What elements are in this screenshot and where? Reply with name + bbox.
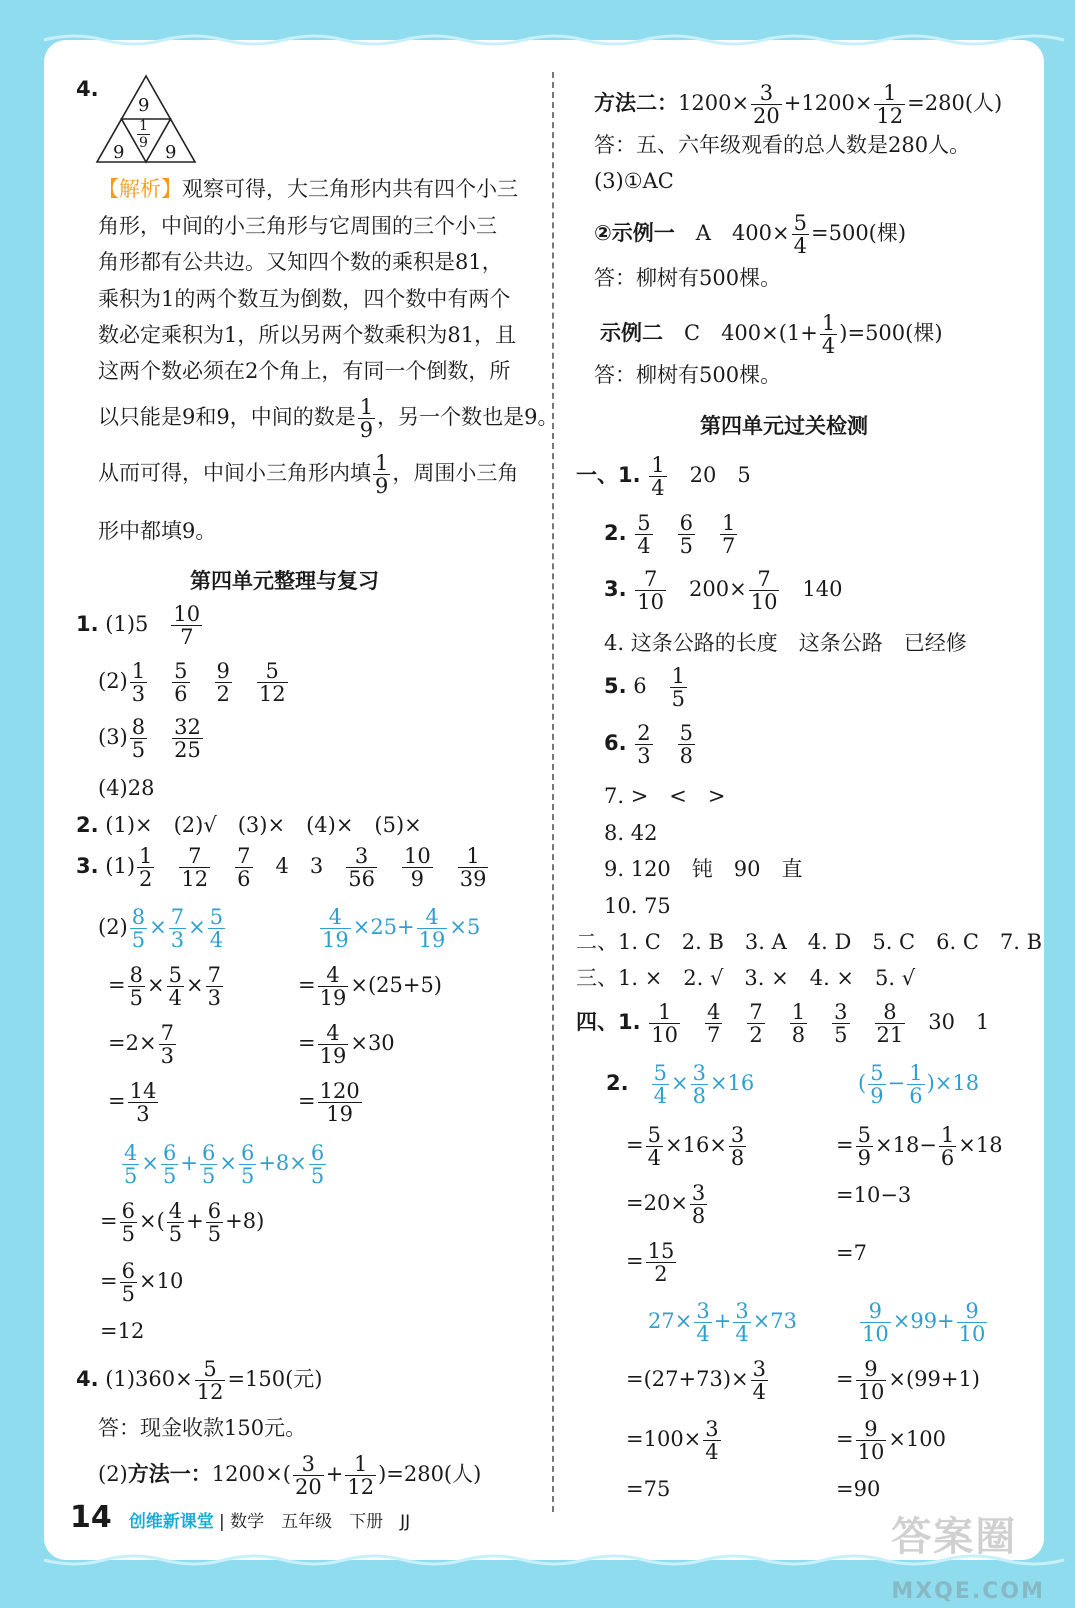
column-divider <box>552 72 554 1512</box>
test-part2: 二、1. C 2. B 3. A 4. D 5. C 6. C 7. B <box>576 930 1043 954</box>
test-step-a1: = $\frac{5}{4}$ ×16× $\frac{3}{8}$ <box>626 1123 745 1170</box>
triangle-center-fraction: 1 9 <box>139 118 148 151</box>
review-q2: 2. (1)× (2)√ (3)× (4)× (5)× <box>76 813 422 837</box>
review-step-a2: =2× $\frac{7}{3}$ <box>108 1021 174 1068</box>
test-q1-1: 一、1. $\frac{1}{4}$ 20 5 <box>576 453 751 500</box>
review-step-b1: = $\frac{4}{19}$ ×(25+5) <box>298 963 443 1010</box>
test-step-a3: = $\frac{15}{2}$ <box>626 1239 675 1286</box>
test-step-d1: = $\frac{9}{10}$ ×(99+1) <box>836 1357 981 1404</box>
review-step-c3: =12 <box>100 1319 145 1343</box>
test-expr-d: $\frac{9}{10}$ ×99+ $\frac{9}{10}$ <box>862 1299 986 1346</box>
analysis-line-7: 以只能是9和9，中间的数是 $\frac{1}{9}$ ，另一个数也是9。 <box>98 395 559 442</box>
review-q1-3: (3) $\frac{8}{5}$ $\frac{32}{25}$ <box>98 715 201 762</box>
brand-name: 创维新课堂 <box>128 1512 214 1532</box>
review-q1-2: (2) $\frac{1}{3}$ $\frac{5}{6}$ $\frac{9}{2}$ $\frac{5}{12}$ <box>98 659 286 706</box>
test-step-c3: =75 <box>626 1477 671 1501</box>
review-q4-2-method1: (2)方法一：1200×( $\frac{3}{20}$ + $\frac{1}{12}$ )=280(人) <box>98 1452 482 1499</box>
test-q1-2: 2. $\frac{5}{4}$ $\frac{6}{5}$ $\frac{1}{7}$ <box>604 511 736 558</box>
test-step-c1: =(27+73)× $\frac{3}{4}$ <box>626 1357 766 1404</box>
review-q4-1: 4. (1)360× $\frac{5}{12}$ =150(元) <box>76 1357 323 1404</box>
test-q1-3: 3. $\frac{7}{10}$ 200× $\frac{7}{10}$ 140 <box>604 567 843 614</box>
method2-line: 方法二：1200× $\frac{3}{20}$ +1200× $\frac{1}{12}$ =280(人) <box>594 81 1003 128</box>
review-step-c2: = $\frac{6}{5}$ ×10 <box>100 1259 184 1306</box>
review-step-a3: = $\frac{14}{3}$ <box>108 1079 157 1126</box>
test-step-a2: =20× $\frac{3}{8}$ <box>626 1181 706 1228</box>
test-step-c2: =100× $\frac{3}{4}$ <box>626 1417 719 1464</box>
analysis-line-3: 角形都有公共边。又知四个数的乘积是81， <box>98 250 503 274</box>
test-q1-10: 10. 75 <box>604 894 671 918</box>
test-expr-c: 27× $\frac{3}{4}$ + $\frac{3}{4}$ ×73 <box>648 1299 798 1346</box>
analysis-tag: 【解析】 <box>98 177 182 201</box>
review-q1-1: 1. (1)5 $\frac{10}{7}$ <box>76 602 201 649</box>
review-q1-4: (4)28 <box>98 776 155 800</box>
triangle-top-value: 9 <box>138 95 150 116</box>
footer-subject: | 数学 五年级 下册 JJ <box>218 1512 411 1532</box>
analysis-line-5: 数必定乘积为1，所以另两个数乘积为81，且 <box>98 323 517 347</box>
answer-people: 答：五、六年级观看的总人数是280人。 <box>594 133 971 157</box>
q3-1-line: (3)①AC <box>594 169 674 193</box>
triangle-right-value: 9 <box>165 142 177 163</box>
test-step-b2: =10−3 <box>836 1183 912 1207</box>
test-q1-4: 4. 这条公路的长度 这条公路 已经修 <box>604 631 967 655</box>
question-4-label: 4. <box>76 77 99 101</box>
test-q1-5: 5. 6 $\frac{1}{5}$ <box>604 664 686 711</box>
answer-willow-1: 答：柳树有500棵。 <box>594 266 782 290</box>
analysis-line-6: 这两个数必须在2个角上，有同一个倒数，所 <box>98 359 511 383</box>
test-step-b3: =7 <box>836 1241 867 1265</box>
example2-line: 示例二 C 400×(1+ $\frac{1}{4}$ )=500(棵) <box>600 311 943 358</box>
example1-line: ②示例一 A 400× $\frac{5}{4}$ =500(棵) <box>594 211 907 258</box>
section-title-test: 第四单元过关检测 <box>700 414 868 438</box>
triangle-left-value: 9 <box>113 142 125 163</box>
review-q3-1: 3. (1) $\frac{1}{2}$ $\frac{7}{12}$ $\frac{7}{6}$ 4 3 $\frac{3}{56}$ $\frac{10}{9}$ $\frac{1}{39}$ <box>76 844 487 891</box>
review-step-b2: = $\frac{4}{19}$ ×30 <box>298 1021 395 1068</box>
review-step-a1: = $\frac{8}{5}$ × $\frac{5}{4}$ × $\frac{7}{3}$ <box>108 963 221 1010</box>
review-q3-2-expr-b: $\frac{4}{19}$ ×25+ $\frac{4}{19}$ ×5 <box>322 905 481 952</box>
test-part4-2-expr-b: ( $\frac{5}{9}$ − $\frac{1}{6}$ )×18 <box>858 1061 980 1108</box>
test-step-d3: =90 <box>836 1477 881 1501</box>
test-step-b1: = $\frac{5}{9}$ ×18− $\frac{1}{6}$ ×18 <box>836 1123 1003 1170</box>
review-step-c1: = $\frac{6}{5}$ ×( $\frac{4}{5}$ + $\frac{6}{5}$ +8) <box>100 1199 265 1246</box>
review-expr-c: $\frac{4}{5}$ × $\frac{6}{5}$ + $\frac{6}{5}$ × $\frac{6}{5}$ +8× $\frac{6}{5}$ <box>124 1141 325 1188</box>
test-step-d2: = $\frac{9}{10}$ ×100 <box>836 1417 947 1464</box>
review-q3-2-expr-a: (2) $\frac{8}{5}$ × $\frac{7}{3}$ × $\frac{5}{4}$ <box>98 905 224 952</box>
answer-willow-2: 答：柳树有500棵。 <box>594 363 782 387</box>
test-q1-9: 9. 120 钝 90 直 <box>604 857 803 881</box>
watermark-logo: 答案圈 MXQE.COM <box>891 1514 1045 1604</box>
analysis-line-4: 乘积为1的两个数互为倒数，四个数中有两个 <box>98 287 511 311</box>
analysis-line-2: 角形，中间的小三角形与它周围的三个小三 <box>98 214 497 238</box>
page-number: 14 <box>70 1500 112 1535</box>
analysis-line-9: 形中都填9。 <box>98 519 217 543</box>
test-part4-2-expr-a: 2. $\frac{5}{4}$ × $\frac{3}{8}$ ×16 <box>606 1061 755 1108</box>
test-part4-1: 四、1. $\frac{1}{10}$ $\frac{4}{7}$ $\frac{7}{2}$ $\frac{1}{8}$ $\frac{3}{5}$ $\frac{8}{21}$ 30 1 <box>576 1000 990 1047</box>
analysis-line-8: 从而可得，中间小三角形内填 $\frac{1}{9}$ ，周围小三角 <box>98 451 519 498</box>
test-part3: 三、1. × 2. √ 3. × 4. × 5. √ <box>576 966 916 990</box>
page-footer <box>70 1500 410 1535</box>
analysis-line-1: 【解析】观察可得，大三角形内共有四个小三 <box>98 177 518 201</box>
test-q1-7: 7. > < > <box>604 784 726 808</box>
test-q1-8: 8. 42 <box>604 821 658 845</box>
section-title-review: 第四单元整理与复习 <box>190 569 379 593</box>
review-step-b3: = $\frac{120}{19}$ <box>298 1079 360 1126</box>
test-q1-6: 6. $\frac{2}{3}$ $\frac{5}{8}$ <box>604 721 694 768</box>
review-q4-1-answer: 答：现金收款150元。 <box>98 1416 307 1440</box>
